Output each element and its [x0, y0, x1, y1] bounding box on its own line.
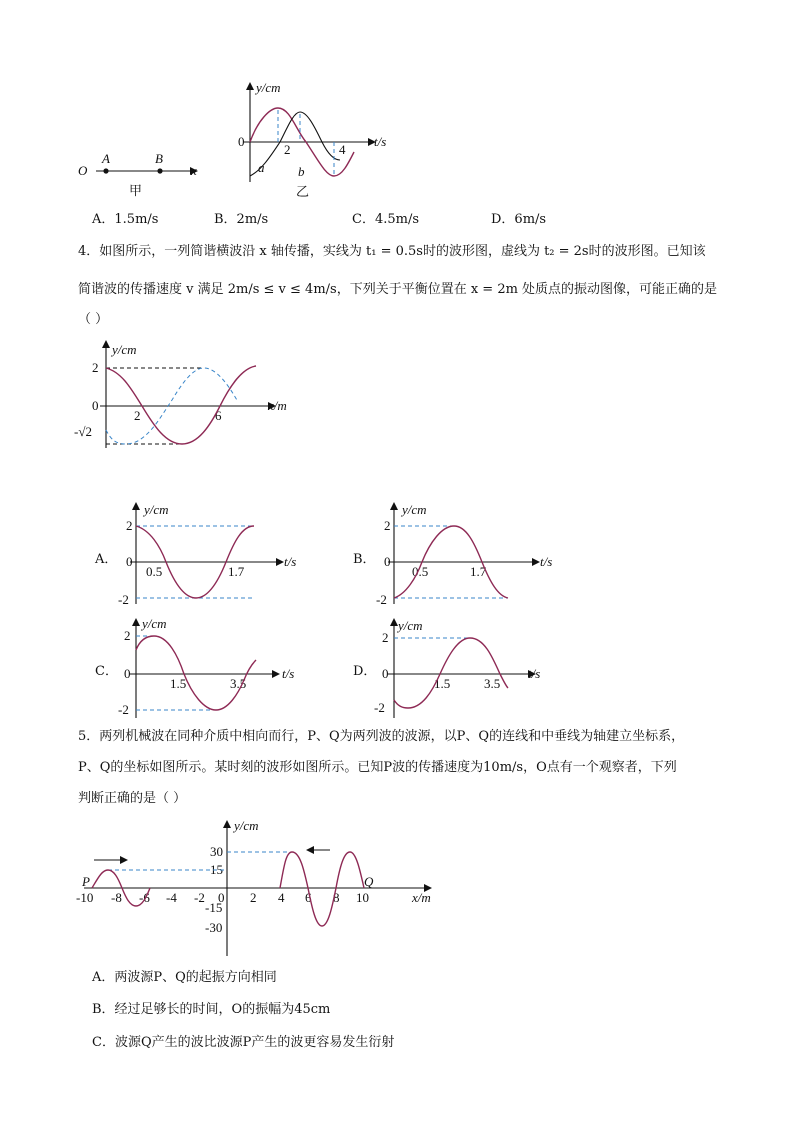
q5-option-c[interactable]: C．波源Q产生的波比波源P产生的波更容易发生衍射: [92, 1035, 395, 1050]
tick-2: 2: [284, 142, 291, 157]
ytick-15: 15: [210, 862, 223, 877]
ylabel: y/cm: [142, 616, 167, 631]
xtick-neg4: -4: [166, 890, 177, 905]
x-axis-label: x: [191, 163, 197, 178]
q3-option-b[interactable]: B．2m/s: [214, 212, 269, 227]
tick-2: 2: [134, 408, 141, 423]
source-q: Q: [364, 874, 374, 889]
t1: 0.5: [412, 564, 429, 579]
ylabel: y/cm: [112, 342, 137, 357]
ylabel: y/cm: [234, 818, 259, 833]
t2: 1.7: [228, 564, 245, 579]
ymin: -2: [118, 702, 129, 717]
origin-label: O: [78, 163, 88, 178]
xlabel: x/m: [412, 890, 431, 905]
xtick-2: 2: [250, 890, 257, 905]
xtick-6: 6: [305, 890, 312, 905]
xlabel: t/s: [282, 666, 295, 681]
zero-label: 0: [92, 398, 99, 413]
xlabel: t/s: [374, 134, 387, 149]
t2: 3.5: [484, 676, 501, 691]
q4-stem-line2: 简谐波的传播速度 v 满足 2m/s ≤ v ≤ 4m/s，下列关于平衡位置在 x = 2m 处质点的振动图像，可能正确的是: [78, 282, 718, 297]
q4-stem-line1: 4．如图所示，一列简谐横波沿 x 轴传播，实线为 t₁ = 0.5s时的波形图，虚线为 t₂ = 2s时的波形图。已知该: [78, 244, 706, 259]
ymin: -2: [118, 592, 129, 607]
q3-figure-yi: [230, 80, 400, 202]
q4-option-d-label[interactable]: D．: [353, 664, 377, 679]
t2: 3.5: [230, 676, 247, 691]
zero: 0: [126, 554, 133, 569]
t1: 1.5: [170, 676, 187, 691]
ylabel: y/cm: [144, 502, 169, 517]
q4-option-c-graph[interactable]: [116, 616, 316, 722]
q3-option-d[interactable]: D．6m/s: [491, 212, 547, 227]
q4-option-a-graph[interactable]: [118, 498, 318, 608]
zero-label: 0: [238, 134, 245, 149]
xlabel: x/m: [268, 398, 287, 413]
q4-option-c-label[interactable]: C．: [95, 664, 118, 679]
ymax: 2: [384, 518, 391, 533]
q5-stem-line3: 判断正确的是（ ）: [78, 791, 187, 806]
curve-b-label: b: [298, 164, 305, 179]
t2: 1.7: [470, 564, 487, 579]
ylabel: y/cm: [398, 618, 423, 633]
q5-option-a[interactable]: A．两波源P、Q的起振方向相同: [92, 970, 277, 985]
xtick-10: 10: [356, 890, 369, 905]
t1: 0.5: [146, 564, 163, 579]
xlabel: t/s: [528, 666, 541, 681]
q5-graph: [72, 812, 452, 958]
q4-stem-line3: （ ）: [78, 312, 109, 327]
xlabel: t/s: [284, 554, 297, 569]
ytick-neg30: -30: [205, 920, 223, 935]
zero: 0: [124, 666, 131, 681]
ylabel: y/cm: [402, 502, 427, 517]
q4-option-a-label[interactable]: A．: [95, 552, 118, 567]
ymin: -2: [374, 700, 385, 715]
source-p: P: [82, 874, 90, 889]
xlabel: t/s: [540, 554, 553, 569]
t1: 1.5: [434, 676, 451, 691]
q4-option-b-graph[interactable]: [374, 498, 574, 608]
xtick-neg6: -6: [139, 890, 150, 905]
ymax: 2: [382, 630, 389, 645]
xtick-0: 0: [218, 890, 225, 905]
tick-6: 6: [215, 408, 222, 423]
q4-option-b-label[interactable]: B．: [353, 552, 376, 567]
q3-option-a[interactable]: A．1.5m/s: [92, 212, 159, 227]
caption-yi: 乙: [296, 184, 310, 199]
q3-figure-jia: [72, 145, 212, 205]
ytick-30: 30: [210, 844, 223, 859]
xtick-4: 4: [278, 890, 285, 905]
q5-stem-line2: P、Q的坐标如图所示。某时刻的波形如图所示。已知P波的传播速度为10m/s，O点有一个观察者，下列: [78, 760, 677, 775]
xtick-neg2: -2: [194, 890, 205, 905]
q4-main-graph: [70, 338, 310, 456]
ytick-neg15: -15: [205, 900, 223, 915]
xtick-neg8: -8: [111, 890, 122, 905]
q4-option-d-graph[interactable]: [372, 616, 572, 722]
ymax-label: 2: [92, 360, 99, 375]
curve-a-label: a: [258, 160, 265, 175]
xtick-neg10: -10: [76, 890, 94, 905]
zero: 0: [382, 666, 389, 681]
point-b-label: B: [155, 151, 163, 166]
ymin-label: -√2: [74, 424, 92, 439]
q5-option-b[interactable]: B．经过足够长的时间，O的振幅为45cm: [92, 1002, 331, 1017]
point-a-label: A: [102, 151, 110, 166]
ymax: 2: [124, 628, 131, 643]
q5-stem-line1: 5．两列机械波在同种介质中相向而行，P、Q为两列波的波源，以P、Q的连线和中垂线为轴建立坐标系，: [78, 729, 685, 744]
ylabel: y/cm: [256, 80, 281, 95]
ymax: 2: [126, 518, 133, 533]
ymin: -2: [376, 592, 387, 607]
zero: 0: [384, 554, 391, 569]
tick-4: 4: [339, 142, 346, 157]
xtick-8: 8: [333, 890, 340, 905]
caption-jia: 甲: [129, 183, 143, 198]
q3-option-c[interactable]: C．4.5m/s: [352, 212, 419, 227]
